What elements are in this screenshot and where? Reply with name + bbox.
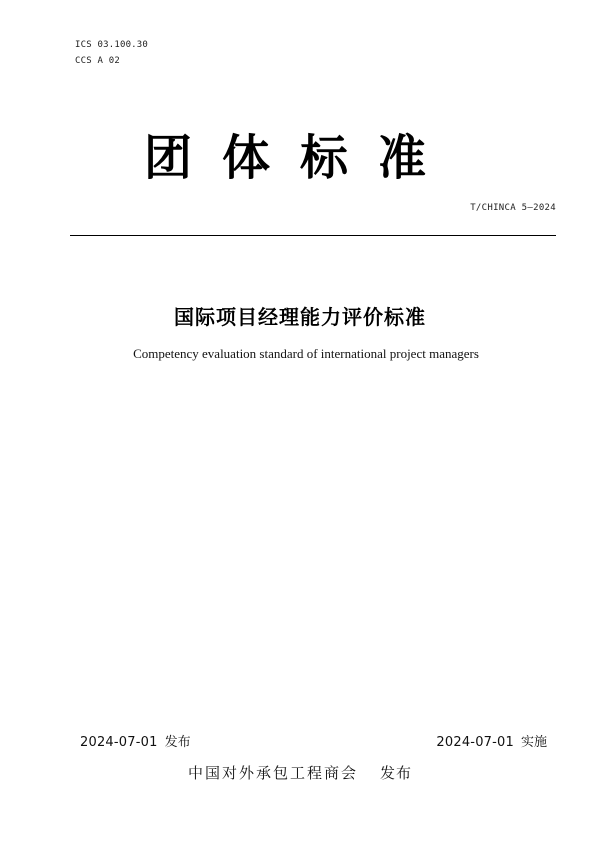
standard-category-title [0, 128, 600, 188]
publisher-action: 发布 [380, 764, 413, 782]
publish-date: 2024-07-01 [80, 735, 158, 750]
category-char-4: 准 [378, 130, 457, 186]
ccs-code: CCS A 02 [75, 56, 120, 66]
chinese-title: 国际项目经理能力评价标准 [174, 305, 426, 329]
publish-date-block [80, 731, 191, 750]
publisher-organization: 中国对外承包工程商会 [187, 764, 358, 782]
publisher-line [0, 762, 600, 783]
publish-label: 发布 [164, 735, 191, 750]
ics-code: ICS 03.100.30 [75, 40, 149, 50]
category-char-1: 团 [143, 130, 222, 186]
implement-date-block [436, 731, 547, 750]
standard-code: T/CHINCA 5—2024 [470, 203, 556, 213]
english-title: Competency evaluation standard of international project managers [133, 346, 479, 361]
category-char-3: 标 [300, 130, 379, 186]
header-divider [70, 235, 556, 236]
implement-label: 实施 [520, 735, 547, 750]
implement-date: 2024-07-01 [436, 735, 514, 750]
category-char-2: 体 [221, 130, 300, 186]
